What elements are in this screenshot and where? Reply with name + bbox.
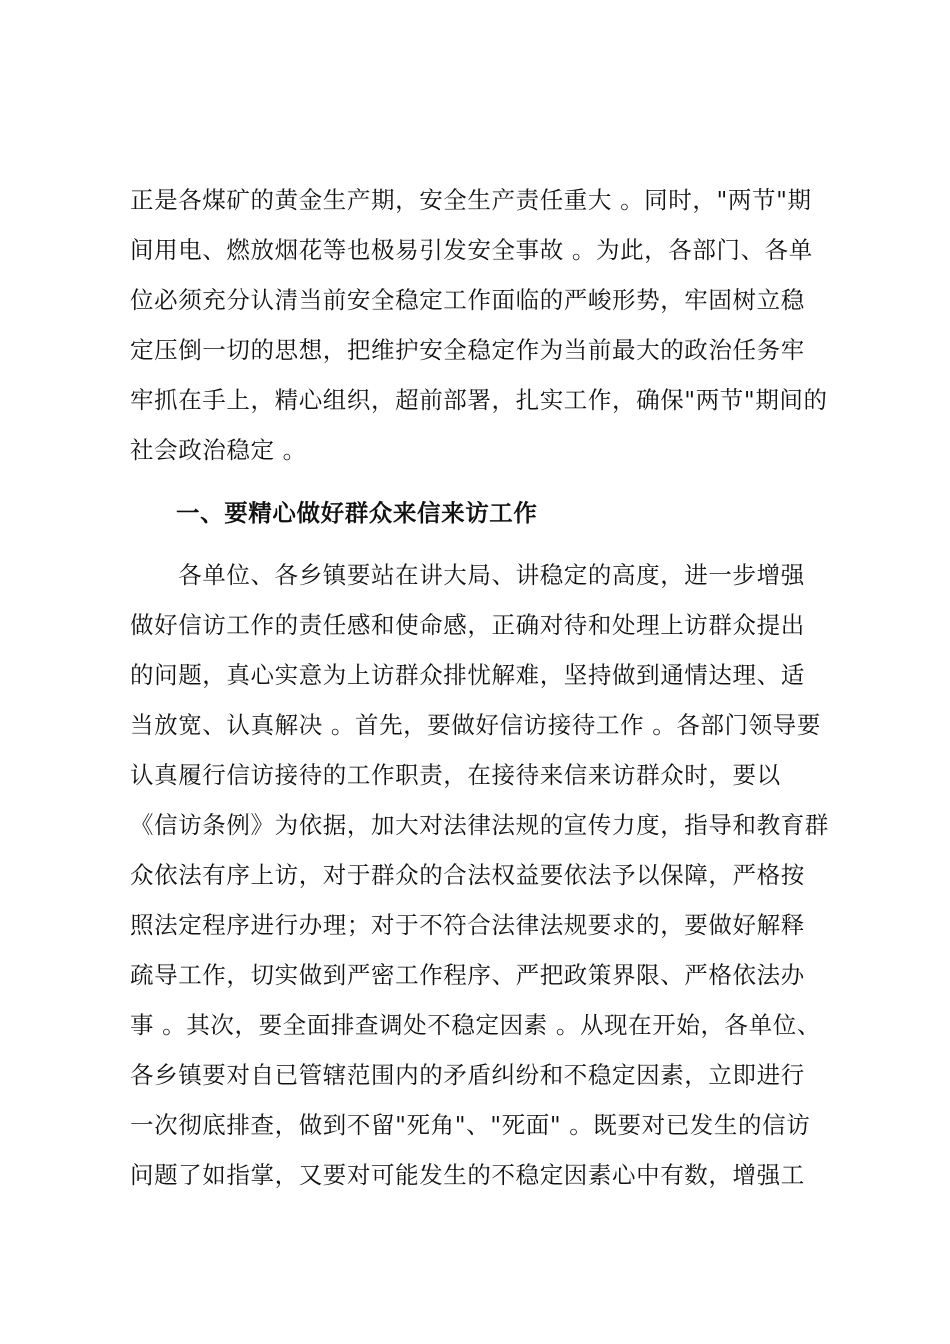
paragraph-line: 问题了如指掌，又要对可能发生的不稳定因素心中有数，增强工 [130,1161,805,1189]
paragraph-line: 事 。其次，要全面排查调处不稳定因素 。从现在开始，各单位、 [130,1011,821,1039]
paragraph-line: 定压倒一切的思想，把维护安全稳定作为当前最大的政治任务牢 [130,336,805,364]
paragraph-line: 认真履行信访接待的工作职责，在接待来信来访群众时，要以 [130,761,781,789]
paragraph-line: 的问题，真心实意为上访群众排忧解难，坚持做到通情达理、适 [130,661,805,689]
paragraph-line: 间用电、燃放烟花等也极易引发安全事故 。为此，各部门、各单 [130,236,813,264]
section-heading: 一、要精心做好群众来信来访工作 [176,499,538,527]
paragraph-line: 牢抓在手上，精心组织，超前部署，扎实工作，确保"两节"期间的 [130,386,828,414]
paragraph-line: 一次彻底排查，做到不留"死角"、"死面" 。既要对已发生的信访 [130,1111,811,1139]
paragraph-line: 位必须充分认清当前安全稳定工作面临的严峻形势，牢固树立稳 [130,286,805,314]
paragraph-line: 《信访条例》为依据，加大对法律法规的宣传力度，指导和教育群 [130,811,829,839]
paragraph-line: 当放宽、认真解决 。首先，要做好信访接待工作 。各部门领导要 [130,711,821,739]
paragraph-line: 众依法有序上访，对于群众的合法权益要依法予以保障，严格按 [130,861,805,889]
paragraph-line: 社会政治稳定 。 [130,436,307,464]
paragraph-line: 照法定程序进行办理；对于不符合法律法规要求的，要做好解释 [130,911,805,939]
paragraph-line: 疏导工作，切实做到严密工作程序、严把政策界限、严格依法办 [130,961,805,989]
paragraph-line: 各乡镇要对自已管辖范围内的矛盾纠纷和不稳定因素，立即进行 [130,1061,805,1089]
paragraph-line: 正是各煤矿的黄金生产期，安全生产责任重大 。同时，"两节"期 [130,186,812,214]
paragraph-line: 做好信访工作的责任感和使命感，正确对待和处理上访群众提出 [130,611,805,639]
paragraph-line: 各单位、各乡镇要站在讲大局、讲稳定的高度，进一步增强 [130,561,805,589]
